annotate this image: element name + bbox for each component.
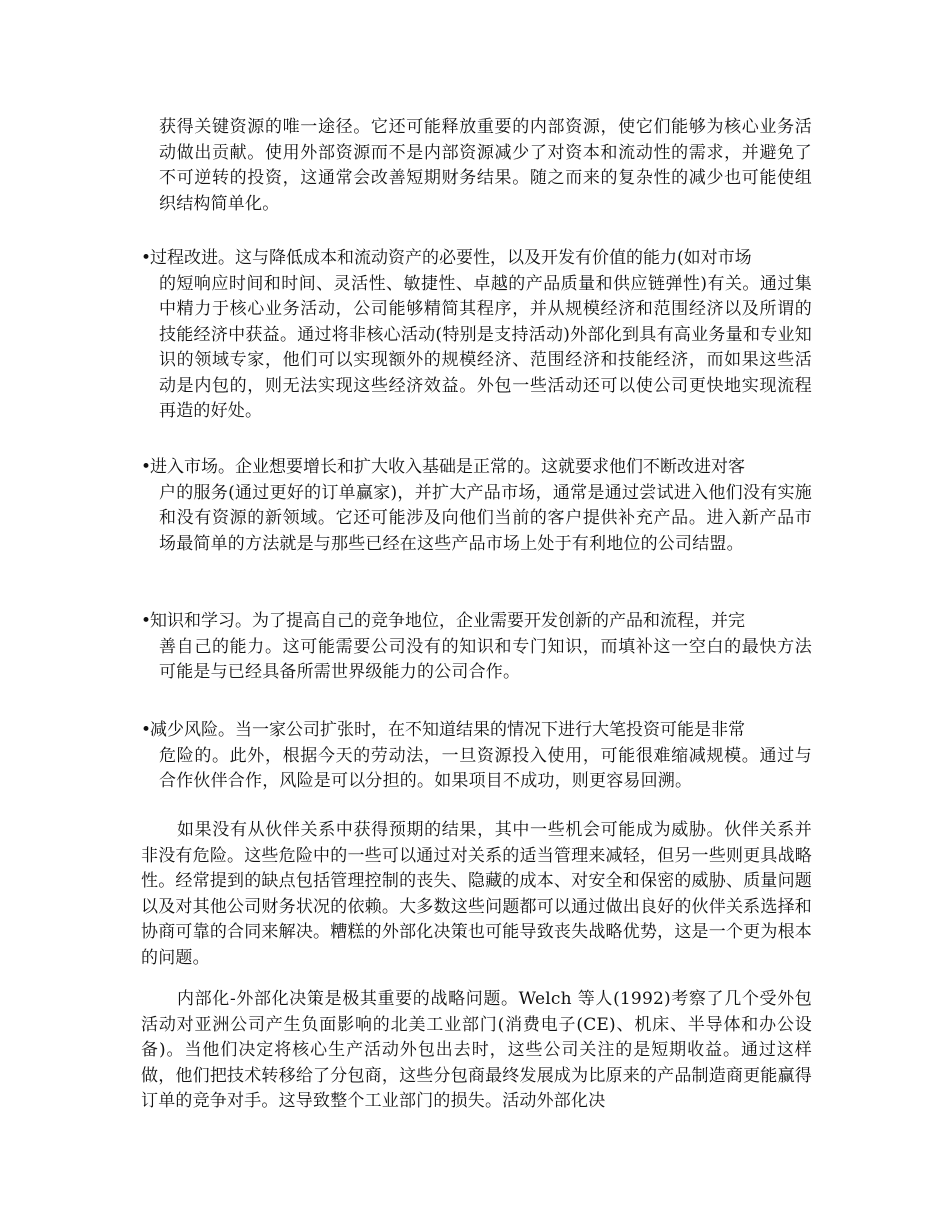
- bullet-first-line: 过程改进。这与降低成本和流动资产的必要性，以及开发有价值的能力(如对市场: [150, 248, 752, 268]
- bullet-marker: •: [141, 611, 152, 631]
- continuation-paragraph: 获得关键资源的唯一途径。它还可能释放重要的内部资源，使它们能够为核心业务活动做出贡献。使用外部资源而不是内部资源减少了对资本和流动性的需求，并避免了不可逆转的投资，这通常会改善短期财务结果。随之而来的复杂性的减少也可能使组织结构简单化。: [159, 117, 812, 214]
- bullet-body: 户的服务(通过更好的订单赢家)，并扩大产品市场，通常是通过尝试进入他们没有实施和没有资源的新领域。它还可能涉及向他们当前的客户提供补充产品。进入新产品市场最简单的方法就是与那些已经在这些产品市场上处于有利地位的公司结盟。: [159, 482, 812, 554]
- body-paragraph-internalization: 内部化-外部化决策是极其重要的战略问题。Welch 等人(1992)考察了几个受外包活动对亚洲公司产生负面影响的北美工业部门(消费电子(CE)、机床、半导体和办公设备)。当他们决定将核心生产活动外包出去时，这些公司关注的是短期收益。通过这样做，他们把技术转移给了分包商，这些分包商最终发展成为比原来的产品制造商更能赢得订单的竞争对手。这导致整个工业部门的损失。活动外部化决: [141, 989, 812, 1111]
- bullet-first-line: 知识和学习。为了提高自己的竞争地位，企业需要开发创新的产品和流程，并完: [150, 611, 745, 631]
- bullet-body: 善自己的能力。这可能需要公司没有的知识和专门知识，而填补这一空白的最快方法可能是与已经具备所需世界级能力的公司合作。: [159, 636, 812, 682]
- bullet-first-line: 减少风险。当一家公司扩张时，在不知道结果的情况下进行大笔投资可能是非常: [150, 720, 745, 740]
- bullet-body: 危险的。此外，根据今天的劳动法，一旦资源投入使用，可能很难缩减规模。通过与合作伙伴合作，风险是可以分担的。如果项目不成功，则更容易回溯。: [159, 745, 812, 791]
- bullet-first-line: 进入市场。企业想要增长和扩大收入基础是正常的。这就要求他们不断改进对客: [150, 457, 745, 477]
- bullet-marker: •: [141, 720, 152, 740]
- bullet-marker: •: [141, 248, 152, 268]
- bullet-marker: •: [141, 457, 152, 477]
- body-paragraph-threats: 如果没有从伙伴关系中获得预期的结果，其中一些机会可能成为威胁。伙伴关系并非没有危险。这些危险中的一些可以通过对关系的适当管理来减轻，但另一些则更具战略性。经常提到的缺点包括管理控制的丧失、隐藏的成本、对安全和保密的威胁、质量问题以及对其他公司财务状况的依赖。大多数这些问题都可以通过做出良好的伙伴关系选择和协商可靠的合同来解决。糟糕的外部化决策也可能导致丧失战略优势，这是一个更为根本的问题。: [141, 820, 812, 968]
- bullet-body: 的短响应时间和时间、灵活性、敏捷性、卓越的产品质量和供应链弹性)有关。通过集中精力于核心业务活动，公司能够精简其程序，并从规模经济和范围经济以及所谓的技能经济中获益。通过将非核心活动(特别是支持活动)外部化到具有高业务量和专业知识的领域专家，他们可以实现额外的规模经济、范围经济和技能经济，而如果这些活动是内包的，则无法实现这些经济效益。外包一些活动还可以使公司更快地实现流程再造的好处。: [159, 273, 812, 421]
